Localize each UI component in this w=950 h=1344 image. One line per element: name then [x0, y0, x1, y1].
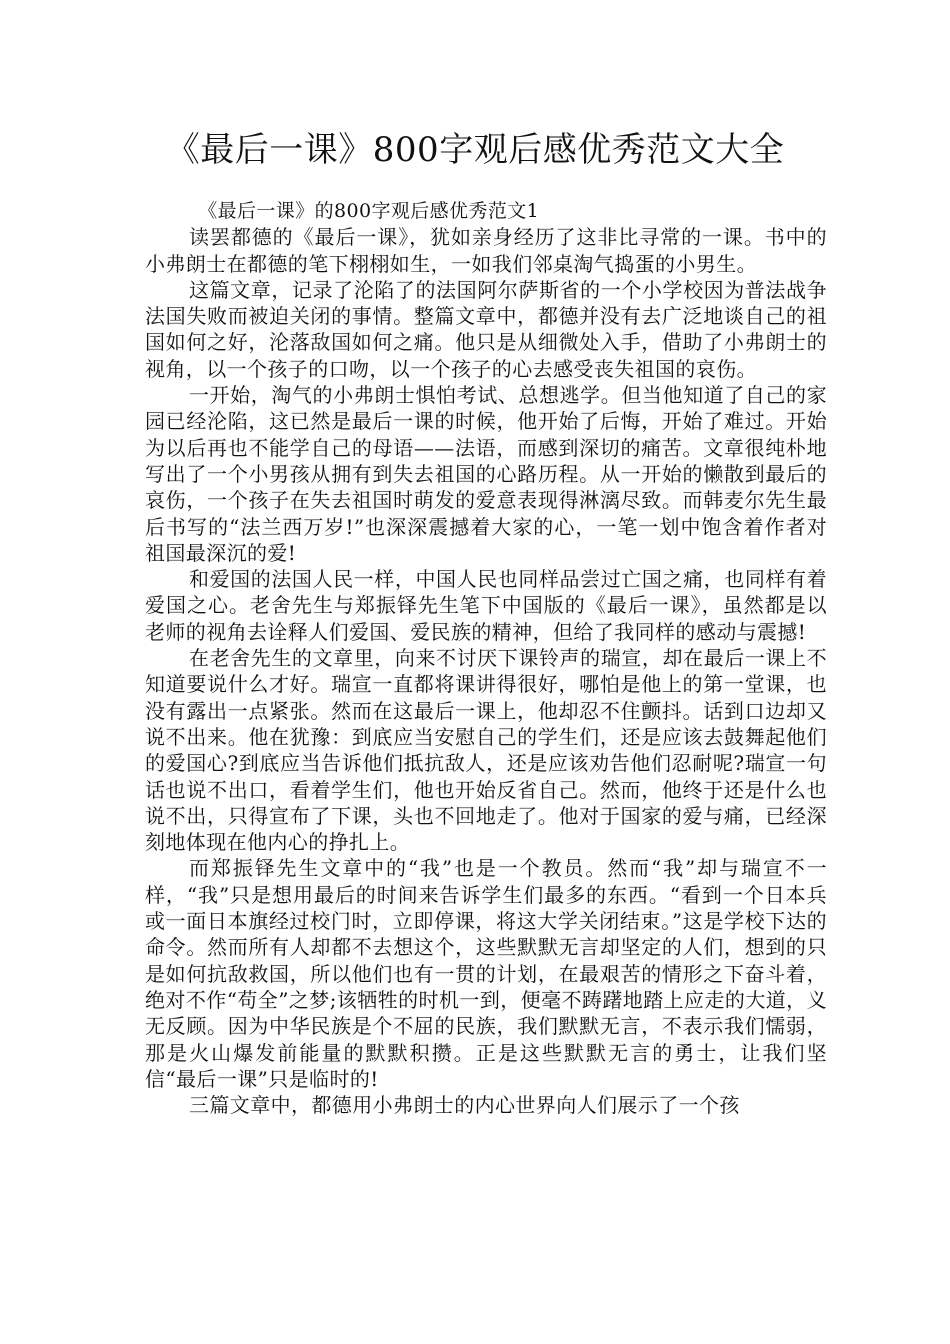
paragraph-3: 一开始，淘气的小弗朗士惧怕考试、总想逃学。但当他知道了自己的家园已经沦陷，这已然是最后一课的时候，他开始了后悔，开始了难过。开始为以后再也不能学自己的母语——法语，而感到深切的痛苦。文章很纯朴地写出了一个小男孩从拥有到失去祖国的心路历程。从一开始的懒散到最后的哀伤，一个孩子在失去祖国时萌发的爱意表现得淋漓尽致。而韩麦尔先生最后书写的“法兰西万岁!”也深深震撼着大家的心，一笔一划中饱含着作者对祖国最深沉的爱! [145, 383, 827, 565]
paragraph-4: 和爱国的法国人民一样，中国人民也同样品尝过亡国之痛，也同样有着爱国之心。老舍先生与郑振铎先生笔下中国版的《最后一课》，虽然都是以老师的视角去诠释人们爱国、爱民族的精神，但给了我同样的感动与震撼! [145, 567, 827, 644]
section-heading: 《最后一课》的800字观后感优秀范文1 [198, 200, 540, 222]
paragraph-6: 而郑振铎先生文章中的“我”也是一个教员。然而“我”却与瑞宣不一样，“我”只是想用最后的时间来告诉学生们最多的东西。“看到一个日本兵或一面日本旗经过校门时，立即停课，将这大学关闭结束。”这是学校下达的命令。然而所有人却都不去想这个，这些默默无言却坚定的人们，想到的只是如何抗敌救国，所以他们也有一贯的计划，在最艰苦的情形之下奋斗着，绝对不作“苟全”之梦;该牺牲的时机一到，便毫不踌躇地踏上应走的大道，义无反顾。因为中华民族是个不屈的民族，我们默默无言，不表示我们懦弱，那是火山爆发前能量的默默积攒。正是这些默默无言的勇士，让我们坚信“最后一课”只是临时的! [145, 856, 827, 1091]
document-title: 《最后一课》800字观后感优秀范文大全 [165, 130, 785, 170]
paragraph-1: 读罢都德的《最后一课》，犹如亲身经历了这非比寻常的一课。书中的小弗朗士在都德的笔下栩栩如生，一如我们邻桌淘气捣蛋的小男生。 [145, 225, 827, 276]
paragraph-5: 在老舍先生的文章里，向来不讨厌下课铃声的瑞宣，却在最后一课上不知道要说什么才好。瑞宣一直都将课讲得很好，哪怕是他上的第一堂课，也没有露出一点紧张。然而在这最后一课上，他却忍不住颤抖。话到口边却又说不出来。他在犹豫：到底应当安慰自己的学生们，还是应该去鼓舞起他们的爱国心?到底应当告诉他们抵抗敌人，还是应该劝告他们忍耐呢?瑞宣一句话也说不出口，看着学生们，他也开始反省自己。然而，他终于还是什么也说不出，只得宣布了下课，头也不回地走了。他对于国家的爱与痛，已经深刻地体现在他内心的挣扎上。 [145, 646, 827, 855]
paragraph-7: 三篇文章中，都德用小弗朗士的内心世界向人们展示了一个孩 [189, 1093, 740, 1118]
paragraph-2: 这篇文章，记录了沦陷了的法国阿尔萨斯省的一个小学校因为普法战争法国失败而被迫关闭的事情。整篇文章中，都德并没有去广泛地谈自己的祖国如何之好，沦落敌国如何之痛。他只是从细微处入手，借助了小弗朗士的视角，以一个孩子的口吻，以一个孩子的心去感受丧失祖国的哀伤。 [145, 277, 827, 381]
document-body [145, 198, 827, 1118]
